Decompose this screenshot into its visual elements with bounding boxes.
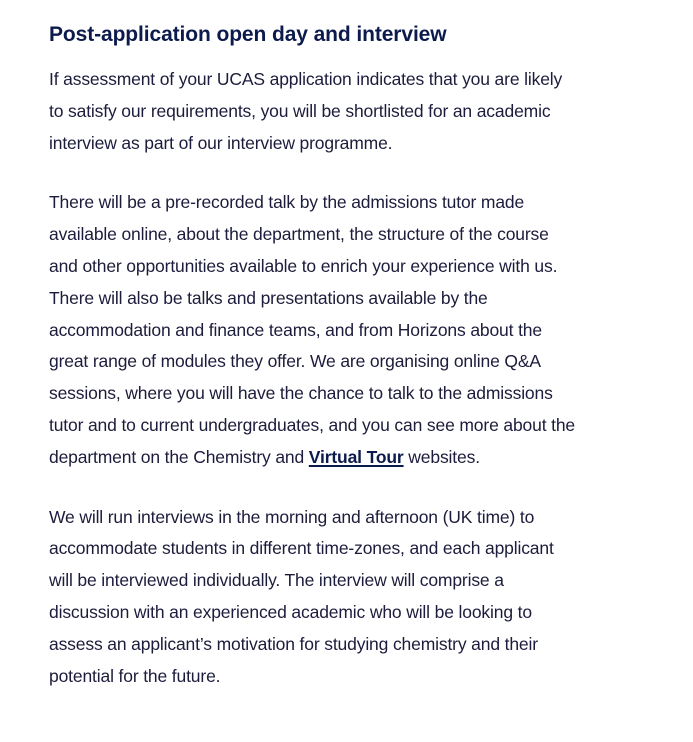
article-section <box>49 18 579 692</box>
paragraph-open-day <box>49 187 579 473</box>
paragraph-open-day-text: There will be a pre-recorded talk by the admissions tutor made available online, about the department, the structure of the course and other opportunities available to enrich your experience with us. There will also be talks and presentations available by the accommodation and finance teams, and from Horizons about the great range of modules they offer. We are organising online Q&A sessions, where you will have the chance to talk to the admissions tutor and to current undergraduates, and you can see more about the department on the Chemistry and <box>49 192 575 467</box>
paragraph-shortlisting: If assessment of your UCAS application indicates that you are likely to satisfy our requirements, you will be shortlisted for an academic interview as part of our interview programme. <box>49 69 563 153</box>
virtual-tour-link[interactable]: Virtual Tour <box>308 446 404 467</box>
section-heading: Post-application open day and interview <box>49 23 447 46</box>
paragraph-interviews: We will run interviews in the morning and afternoon (UK time) to accommodate students in different time-zones, and each applicant will be interviewed individually. The interview will comprise a discussion with an experienced academic who will be looking to assess an applicant’s motivation for studying chemistry and their potential for the future. <box>49 506 554 686</box>
paragraph-open-day-tail: websites. <box>403 446 480 467</box>
